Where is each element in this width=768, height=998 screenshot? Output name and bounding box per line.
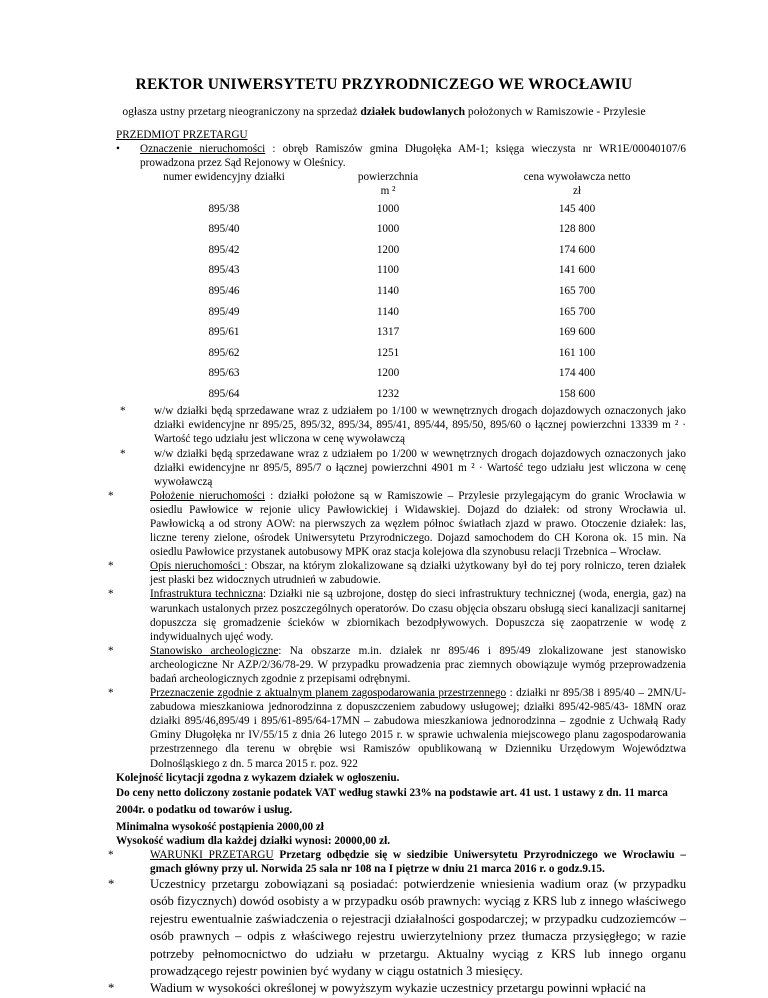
detail-label: Opis nieruchomości (150, 560, 245, 573)
parcel-price: 128 800 (558, 223, 596, 236)
subtitle-prefix: ogłasza ustny przetarg nieograniczony na sprzedaż (122, 105, 361, 118)
parcel-price: 165 700 (558, 284, 596, 297)
detail-item (108, 686, 686, 771)
detail-text: : Obszar, na którym zlokalizowane są działki użytkowany był do tej pory rolniczo, teren działek jest płaski bez widocznych utrudnień w zabudowie. (150, 560, 687, 587)
parcel-area: 1000 (376, 202, 400, 215)
bullet-icon: • (116, 143, 120, 156)
vat-note: Do ceny netto doliczony zostanie podatek VAT według stawki 23% na podstawie art. 41 ust. 1 ustawy z dn. 11 marca 2004r. o podatku od towarów i usług. (116, 786, 668, 817)
detail-label: Przeznaczenie zgodnie z aktualnym planem zagospodarowania przestrzennego (150, 687, 507, 700)
designation-label: Oznaczenie nieruchomości (140, 143, 266, 156)
parcel-number: 895/46 (208, 284, 240, 297)
requirement-text: Wadium w wysokości określonej w powyższym wykazie uczestnicy przetargu powinni wpłacić na (150, 981, 646, 996)
parcel-number: 895/49 (208, 305, 240, 318)
parcel-price: 141 600 (558, 264, 596, 277)
parcel-price: 174 600 (558, 243, 596, 256)
parcel-number: 895/62 (208, 346, 240, 359)
share-text: w/w działki będą sprzedawane wraz z udziałem po 1/100 w wewnętrznych drogach dojazdowych oznaczonych jako działki ewidencyjne nr 895/25, 895/32, 895/34, 895/41, 895/44, 895/50, 895/60 o łącznej powierzchni 13339 m ² · Wartość tego udziału jest wliczona w cenę wywoławczą (154, 405, 686, 446)
detail-text: : Na obszarze m.in. działek nr 895/46 i 895/49 zlokalizowane jest stanowisko archeologiczne Nr AZP/2/36/78-29. W przypadku prowadzenia prac ziemnych obowiązuje wymóg przeprowadzenia badań archeologicznych zgodnie z przepisami odrębnymi. (150, 644, 686, 685)
designation-paragraph (116, 142, 686, 170)
col-price-unit: zł (572, 185, 582, 198)
section-heading: PRZEDMIOT PRZETARGU (116, 129, 248, 141)
parcel-area: 1200 (376, 243, 400, 256)
parcel-number: 895/38 (208, 202, 240, 215)
parcel-area: 1000 (376, 223, 400, 236)
asterisk-marker: * (108, 644, 114, 657)
parcel-price: 174 400 (558, 367, 596, 380)
asterisk-marker: * (108, 560, 114, 573)
table-row (140, 322, 686, 343)
parcel-area: 1140 (377, 284, 399, 297)
parcel-number: 895/42 (208, 243, 240, 256)
share-note (120, 447, 686, 489)
detail-text: : działki położone są w Ramiszowie – Przylesie przylegającym do granic Wrocławia w osiedlu Pawłowice w rejonie ulicy Pawłowickiej i Widawskiej. Dojazd do działek: od strony Wrocławia ul. Pawłowicką a od strony AOW: na pierwszych za węzłem północ światłach zjazd w prawo. Otoczenie działek: las, liczne tereny zielone, ośrodek Uniwersytetu Przyrodniczego. Dojazd samochodem do CH Korona ok. 15 min. Na osiedlu Pawłowice przystanek autobusowy MPK oraz stacja kolejowa dla szynobusu relacji Trzebnica – Wrocław. (150, 489, 686, 559)
table-row (140, 384, 686, 405)
subtitle-bold: działek budowlanych (360, 105, 466, 118)
shares-list (116, 404, 686, 489)
asterisk-marker: * (108, 981, 115, 996)
detail-item (108, 587, 686, 643)
asterisk-marker: * (120, 447, 126, 460)
parcels-table-body (140, 198, 686, 404)
parcel-area: 1100 (377, 264, 399, 277)
col-area-unit: m ² (380, 185, 396, 198)
minimum-increment: Minimalna wysokość postąpienia 2000,00 zł (116, 820, 324, 833)
table-row (140, 198, 686, 219)
requirement-text: Uczestnicy przetargu zobowiązani są posiadać: potwierdzenie wniesienia wadium oraz (w przypadku osób fizycznych) dowód osobisty a w przypadku osób prawnych: wyciąg z KRS lub z innego właściwego rejestru ewentualnie zaświadczenia o rejestracji działalności gospodarczej; w przypadku cudzoziemców – osób prawnych – odpis z właściwego rejestru uwierzytelniony przez tłumacza przysięgłego; w razie potrzeby pełnomocnictwo do udziału w przetargu. Aktualny wyciąg z KRS lub innego organu prowadzącego rejestr powinien być wydany w ciągu ostatnich 3 miesięcy. (150, 876, 686, 978)
parcel-area: 1200 (376, 367, 400, 380)
table-row (140, 301, 686, 322)
page-title: REKTOR UNIWERSYTETU PRZYRODNICZEGO WE WROCŁAWIU (135, 76, 633, 93)
subtitle-suffix: położonych w Ramiszowie - Przylesie (465, 105, 646, 118)
deposit-amount: Wysokość wadium dla każdej działki wynosi: 20000,00 zł. (116, 834, 391, 847)
details-list (108, 489, 687, 771)
conditions-label: WARUNKI PRZETARGU (150, 848, 274, 861)
col-parcel-number-header: numer ewidencyjny działki (163, 171, 285, 184)
asterisk-marker: * (108, 848, 114, 861)
parcel-area: 1251 (376, 346, 400, 359)
parcel-number: 895/61 (208, 326, 240, 339)
parcel-price: 169 600 (558, 326, 596, 339)
asterisk-marker: * (108, 588, 114, 601)
asterisk-marker: * (108, 876, 115, 891)
table-row (140, 239, 686, 260)
parcel-price: 161 100 (558, 346, 596, 359)
document-body (108, 128, 687, 998)
asterisk-marker: * (108, 489, 114, 502)
licitation-order: Kolejność licytacji zgodna z wykazem działek w ogłoszeniu. (116, 771, 400, 784)
detail-label: Położenie nieruchomości (150, 489, 266, 502)
detail-item (108, 644, 686, 686)
asterisk-marker: * (120, 405, 126, 418)
share-text: w/w działki będą sprzedawane wraz z udziałem po 1/200 w wewnętrznych drogach dojazdowych oznaczonych jako działki ewidencyjne nr 895/5, 895/7 o łącznej powierzchni 4901 m ² · Wartość tego udziału jest wliczona w cenę wywoławczą (154, 447, 686, 488)
detail-text: : Działki nie są uzbrojone, dostęp do sieci infrastruktury technicznej (woda, energia, gaz) na warunkach ustalonych przez poszczególnych operatorów. Do czasu objęcia obszaru obsługą sieci kanalizacji sanitarnej dopuszcza się gromadzenie ścieków w zbiornikach bezodpływowych. Dopuszcza się zaopatrzenie w wodę z indywidualnych ujęć wody. (150, 588, 686, 643)
parcel-area: 1232 (376, 387, 400, 400)
table-row (140, 342, 686, 363)
parcel-area: 1140 (377, 305, 399, 318)
parcel-number: 895/63 (208, 367, 240, 380)
col-area-header: powierzchnia (357, 171, 419, 184)
detail-item (108, 559, 687, 587)
requirement-item (108, 876, 686, 980)
detail-text: : działki nr 895/38 i 895/40 – 2MN/U-zabudowa mieszkaniowa jednorodzinna z dopuszczeniem zabudowy usługowej; działki 895/42-985/43- 18MN oraz działki 895/46,895/49 i 895/61-895/64-17MN – zabudowa mieszkaniowa jednorodzinna – zgodnie z Uchwałą Rady Gminy Długołęka nr IV/55/15 z dnia 26 lutego 2015 r. w sprawie uchwalenia miejscowego planu zagospodarowania przestrzennego dla terenu w obrębie wsi Ramiszów opublikowaną w Dzienniku Urzędowym Województwa Dolnośląskiego z dn. 5 marca 2015 r. poz. 922 (150, 687, 686, 770)
asterisk-marker: * (108, 687, 114, 700)
parcel-area: 1317 (376, 326, 400, 339)
col-parcel-number-subheader (140, 184, 308, 198)
announcement-subtitle (0, 105, 768, 118)
table-row (140, 363, 686, 384)
detail-label: Infrastruktura techniczna (150, 588, 263, 601)
table-row (140, 281, 686, 302)
parcel-price: 158 600 (558, 387, 596, 400)
parcel-number: 895/64 (208, 387, 240, 400)
conditions-text: Przetarg odbędzie się w siedzibie Uniwersytetu Przyrodniczego we Wrocławiu – gmach główny przy ul. Norwida 25 sala nr 108 na I piętrze w dniu 21 marca 2016 r. o godz.9.15. (150, 848, 686, 875)
parcel-price: 145 400 (558, 202, 596, 215)
requirement-item (108, 980, 686, 997)
table-row (140, 219, 686, 240)
parcel-price: 165 700 (558, 305, 596, 318)
parcels-table (140, 170, 686, 404)
auction-conditions (108, 848, 686, 876)
final-items-list (108, 876, 686, 998)
share-note (120, 404, 686, 446)
designation-text: : obręb Ramiszów gmina Długołęka AM-1; księga wieczysta nr WR1E/00040107/6 prowadzona przez Sąd Rejonowy w Oleśnicy. (140, 143, 686, 170)
detail-label: Stanowisko archeologiczne (150, 644, 279, 657)
parcel-number: 895/40 (208, 223, 240, 236)
parcel-number: 895/43 (208, 264, 240, 277)
detail-item (108, 489, 686, 559)
table-row (140, 260, 686, 281)
col-price-header: cena wywoławcza netto (523, 171, 631, 184)
